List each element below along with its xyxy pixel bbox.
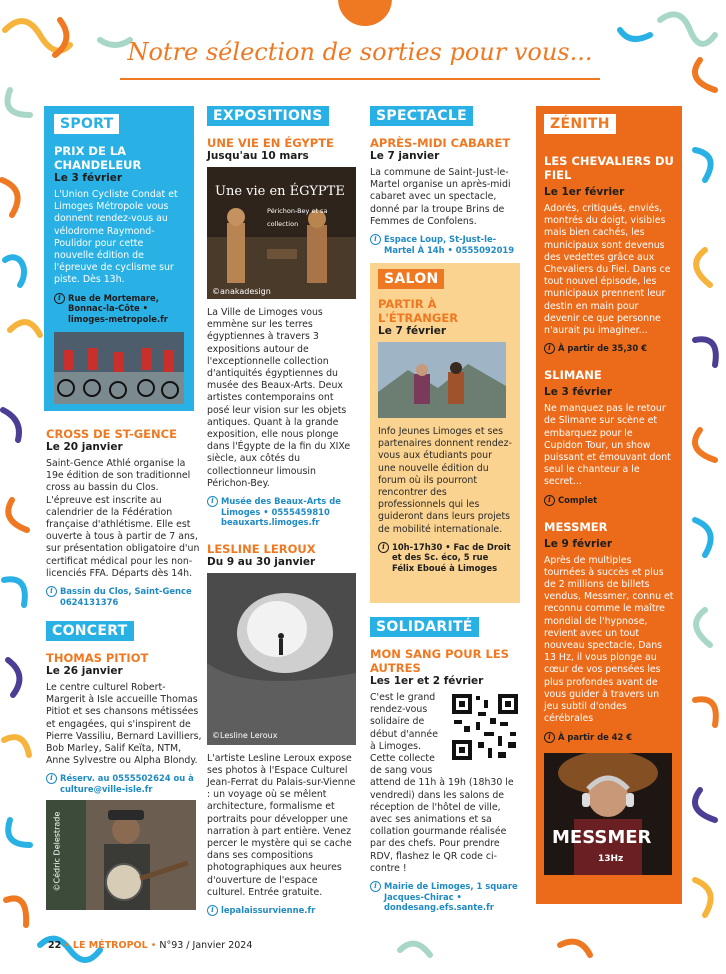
expositions-text: La Ville de Limoges vous emmène sur les terres égyptiennes à travers 3 expositions autour de l'exceptionnelle collection d'antiquités égyptiennes du musée des Beaux-Arts. Deux artistes contemporains ont posé leur vision sur les objets antiques. Quant à la grande exposition, elle nous plonge dans l'Égypte de la fin du XIXe siècle, aux côtés du collectionneur limousin Périchon-Bey. — [207, 307, 351, 489]
spectacle-info-text: Espace Loup, St-Just-le-Martel À 14h • 0555092019 — [384, 234, 515, 255]
solidarite-text-intro: C'est le grand rendez-vous solidaire de début d'année à Limoges. Cette collecte de sang vous — [370, 692, 438, 777]
spectacle-title: APRÈS-MIDI CABARET — [370, 136, 511, 150]
expositions-info-text: Musée des Beaux-Arts de Limoges • 0555459810 beauxarts.limoges.fr — [221, 496, 341, 528]
solidarite-text-rest: attend de 11h à 19h (18h30 le vendredi) dans les salons de réception de l'hôtel de ville, avec ses animations et sa collation gourmande réalisée par des chefs. Pour prendre RDV, flashez le QR code ci-contre ! — [370, 777, 514, 874]
salon-info-text: 10h-17h30 • Fac de Droit et des Sc. éco, 5 rue Félix Eboué à Limoges — [392, 541, 511, 573]
solidarite-intro-row — [370, 692, 520, 777]
cross-date: Le 20 janvier — [46, 441, 123, 453]
lesline-photo-art — [207, 573, 356, 745]
sport-photo — [54, 332, 184, 404]
lesline-date: Du 9 au 30 janvier — [207, 555, 316, 568]
page-number: 22 — [48, 940, 62, 951]
solidarite-info — [370, 881, 520, 913]
salon-info — [378, 542, 512, 574]
page-title: Notre sélection de sorties pour vous... — [127, 38, 593, 66]
info-icon: i — [544, 343, 555, 354]
page-footer — [48, 940, 252, 951]
zenith-event-title: SLIMANE — [544, 368, 602, 383]
concert-info-text: Réserv. au 0555502624 ou à culture@ville-isle.fr — [60, 773, 194, 794]
sport-label: SPORT — [54, 114, 119, 134]
hikers-illustration — [378, 342, 506, 418]
page-header — [120, 38, 600, 82]
info-icon: i — [207, 496, 218, 507]
zenith-event-title: MESSMER — [544, 519, 608, 534]
cross-text: Saint-Gence Athlé organise la 19e édition de son traditionnel cross au bassin du Clos. L'épreuve est inscrite au calendrier de la Fédération française d'athlétisme. Elle est ouverte à tous à partir de 7 ans, sur présentation obligatoire d'un certificat médical pour les non-licenciés FFA. Départs dès 14h. — [46, 458, 200, 579]
footer-dot: • — [150, 940, 157, 951]
concert-section — [44, 621, 204, 910]
sport-title: PRIX DE LA CHANDELEUR — [54, 144, 142, 172]
sport-date: Le 3 février — [54, 172, 123, 184]
zenith-event-info — [544, 343, 674, 354]
zenith-label: ZÉNITH — [544, 114, 616, 134]
expositions-date: Jusqu'au 10 mars — [207, 150, 309, 162]
salon-label: SALON — [378, 269, 444, 289]
expositions-info — [207, 496, 357, 528]
concert-photo — [46, 800, 196, 910]
solidarite-title: MON SANG POUR LES AUTRES — [370, 647, 509, 676]
solidarite-section — [370, 617, 520, 913]
concert-photo-credit: ©Cédric Delestrade — [52, 812, 62, 892]
info-icon: i — [544, 495, 555, 506]
poster-subtitle: Périchon-Bey et sa collection — [267, 207, 328, 228]
zenith-event-text: Ne manquez pas le retour de Slimane sur scène et embarquez pour le Cupidon Tour, un show puissant et émouvant dont seul le chanteur a le secret... — [544, 403, 671, 488]
solidarite-date: Les 1er et 2 février — [370, 675, 484, 688]
egypt-photo-credit: ©anakadesign — [212, 287, 271, 296]
solidarite-label: SOLIDARITÉ — [370, 617, 479, 637]
column-3 — [370, 106, 520, 913]
concert-title: THOMAS PITIOT — [46, 651, 149, 666]
zenith-event-info — [544, 732, 674, 743]
concert-text: Le centre culturel Robert-Margerit à Isle accueille Thomas Pitiot et ses chansons métissées et engagées, qui s'inspirent de Pierre Vassiliu, Bernard Lavilliers, Bob Marley, Salif Keïta, NTM, Anne Sylvestre ou Alpha Blondy. — [46, 682, 202, 767]
cross-info-text: Bassin du Clos, Saint-Gence 0624131376 — [60, 586, 192, 607]
zenith-event-date: Le 9 février — [544, 537, 613, 550]
egypt-poster — [207, 167, 356, 299]
zenith-event-info-text: À partir de 35,30 € — [558, 343, 647, 354]
salon-date: Le 7 février — [378, 325, 447, 338]
solidarite-info-text: Mairie de Limoges, 1 square Jacques-Chirac • dondesang.efs.sante.fr — [384, 881, 518, 913]
header-rule — [120, 78, 600, 80]
salon-text: Info Jeunes Limoges et ses partenaires donnent rendez-vous aux étudiants pour une nouvelle édition du forum où ils pourront rencontrer des professionnels qui les guideront dans leurs projets de mobilité internationale. — [378, 426, 512, 535]
qr-code-icon[interactable] — [450, 692, 520, 762]
zenith-event-text: Adorés, critiqués, enviés, montrés du doigt, visibles mais bien cachés, les municipaux sont devenus des vedettes grâce aux Chevaliers du Fiel. Dans ce tout nouvel épisode, les municipaux prennent leur destin en main pour devenir ce que personne n'aurait pu imaginer... — [544, 203, 671, 337]
column-2 — [207, 106, 357, 916]
footer-dot: • — [64, 940, 70, 951]
zenith-event-1 — [544, 154, 674, 354]
messmer-poster-sub: 13Hz — [598, 853, 624, 864]
salon-photo — [378, 342, 506, 418]
zenith-event-date: Le 1er février — [544, 186, 625, 198]
messmer-poster-name: MESSMER — [552, 826, 652, 848]
concert-date: Le 26 janvier — [46, 665, 123, 678]
zenith-event-info-text: À partir de 42 € — [558, 731, 633, 742]
lesline-text: L'artiste Lesline Leroux expose ses photos à l'Espace Culturel Jean-Ferrat du Palais-sur-Vienne : un voyage où se mêlent architecture, formalisme et portraits pour développer une narration à part entière. Venez percer le mystère qui se cache dans ses compositions photographiques aux heures d'ouverture de l'espace culturel. Entrée gratuite. — [207, 752, 356, 898]
cross-section — [44, 427, 204, 607]
zenith-event-2 — [544, 368, 674, 505]
lesline-title: LESLINE LEROUX — [207, 541, 316, 556]
expositions-label: EXPOSITIONS — [207, 106, 329, 126]
salon-box — [370, 263, 520, 603]
spectacle-label: SPECTACLE — [370, 106, 473, 126]
issue-info: N°93 / Janvier 2024 — [159, 940, 253, 951]
magazine-name: LE MÉTROPOL — [72, 940, 148, 951]
info-icon: i — [46, 773, 57, 784]
zenith-event-text: Après de multiples tournées à succès et plus de 2 millions de billets vendus, Messmer, connu et reconnu comme le maître mondial de l'hypnose, revient avec un tout nouveau spectacle, Dans 13 Hz, il vous plonge au cœur de vos pensées les plus profondes avant de vous guider à travers un jeu subtil d'ondes cérébrales — [544, 554, 674, 725]
zenith-box — [536, 106, 682, 904]
info-icon: i — [378, 542, 389, 553]
lesline-photo-credit: ©Lesline Leroux — [212, 730, 278, 740]
salon-title: PARTIR À L'ÉTRANGER — [378, 297, 459, 326]
messmer-poster — [544, 753, 672, 875]
column-1 — [44, 106, 202, 910]
sport-box — [44, 106, 194, 411]
zenith-event-info — [544, 495, 674, 506]
concert-label: CONCERT — [46, 621, 134, 641]
cyclists-illustration — [54, 332, 184, 404]
spectacle-date: Le 7 janvier — [370, 150, 440, 162]
musician-illustration — [46, 800, 196, 910]
expositions-title: UNE VIE EN ÉGYPTE — [207, 136, 334, 150]
zenith-event-3 — [544, 520, 674, 743]
info-icon: i — [544, 732, 555, 743]
info-icon: i — [370, 881, 381, 892]
info-icon: i — [207, 905, 218, 916]
poster-title: Une vie en ÉGYPTE — [215, 184, 345, 199]
spectacle-text: La commune de Saint-Just-le-Martel organise un après-midi cabaret avec un spectacle, donné par la troupe Brins de Femmes de Confolens. — [370, 167, 511, 227]
zenith-event-title: LES CHEVALIERS DU FIEL — [544, 154, 674, 182]
sport-text: L'Union Cycliste Condat et Limoges Métropole vous donnent rendez-vous au vélodrome Raymond-Poulidor pour cette nouvelle édition de l'épreuve de cyclisme sur piste. Dès 13h. — [54, 189, 178, 286]
sport-info — [54, 293, 186, 325]
info-icon: i — [370, 234, 381, 245]
lesline-info-text: lepalaissurvienne.fr — [221, 904, 316, 915]
concert-info — [46, 773, 204, 794]
cross-title: CROSS DE ST-GENCE — [46, 427, 177, 441]
info-icon: i — [54, 293, 65, 304]
lesline-info — [207, 905, 357, 916]
zenith-event-date: Le 3 février — [544, 386, 613, 399]
lesline-photo — [207, 573, 356, 745]
spectacle-info — [370, 234, 520, 255]
sport-info-text: Rue de Mortemare, Bonnac-la-Côte • limoges-metropole.fr — [68, 292, 168, 324]
cross-info — [46, 586, 204, 607]
zenith-event-info-text: Complet — [558, 494, 598, 505]
info-icon: i — [46, 586, 57, 597]
